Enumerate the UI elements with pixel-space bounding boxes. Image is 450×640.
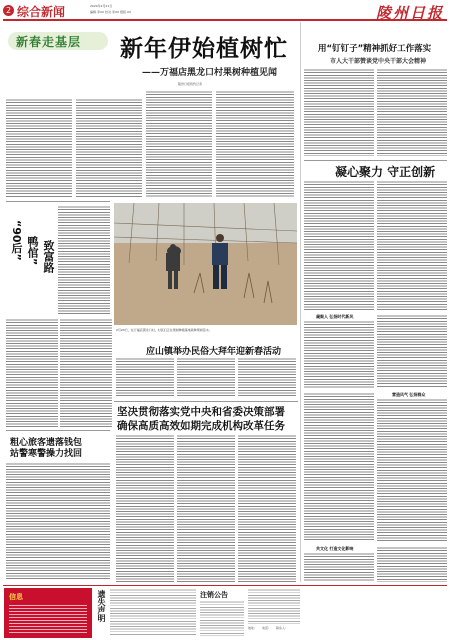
lead-byline: 陵州日报特约记者 — [178, 82, 203, 86]
notice-phone: 电话： — [262, 626, 272, 630]
lead-body-col2 — [76, 98, 142, 198]
notice-contact: 联系人： — [276, 626, 289, 630]
lead-body-col3 — [146, 90, 212, 198]
sidebar-title-col1: “90后” — [10, 220, 23, 261]
right-sub3: 共文化 打造文化影响 — [316, 546, 354, 551]
right-mid-rule — [304, 160, 447, 161]
right-col2-body — [377, 314, 447, 388]
mid-story-col2 — [177, 357, 235, 397]
kicker-badge — [8, 28, 108, 54]
right-lower-col1 — [304, 392, 374, 542]
right-sub1-body — [304, 320, 374, 388]
main-story-col3 — [238, 434, 296, 582]
ad-label: 信息 — [9, 593, 23, 601]
main-story-rule — [114, 401, 298, 402]
right-mid-col2 — [377, 180, 447, 310]
left-story-body — [6, 462, 110, 580]
photo-caption: 2月20日，在万福店黑龙口村，村民们正在果树种植基地栽种果树苗木。 — [116, 328, 212, 332]
right-sub2: 营造风气 弘扬群众 — [392, 392, 426, 397]
mid-story-col3 — [238, 357, 296, 397]
editor-line: 编辑·李XX 校对·李XX 组版·XX — [90, 10, 132, 14]
column-divider — [300, 22, 301, 582]
left-story-rule — [6, 430, 110, 431]
left-story-title2: 站警寒警操力找回 — [10, 449, 83, 459]
main-story-col2 — [177, 434, 235, 582]
header-rule — [3, 19, 447, 21]
right-lower-col2 — [377, 398, 447, 542]
right-bottom-col1 — [304, 552, 374, 582]
lead-body-col1 — [6, 98, 72, 198]
right-top-subtitle: 市人大干部赞谈党中央干部大会精神 — [330, 58, 427, 65]
lead-title: 新年伊始植树忙 — [120, 36, 288, 62]
right-top-title: 用“钉钉子”精神抓好工作落实 — [318, 44, 432, 54]
lead-subtitle: ——万福店黑龙口村果树种植见闻 — [142, 68, 278, 78]
sidebar-title-col2: 鸭倌” — [26, 236, 39, 266]
right-sub1: 凝聚人 弘扬时代新风 — [316, 314, 354, 319]
cancel-notice-title: 注销公告 — [200, 591, 228, 599]
right-mid-col1 — [304, 180, 374, 310]
section-title: 综合新闻 — [17, 5, 66, 19]
main-story-title2: 确保高质高效如期完成机构改革任务 — [117, 420, 285, 432]
right-mid-title: 凝心聚力 守正创新 — [335, 165, 436, 179]
right-bottom-col2 — [377, 546, 447, 582]
right-top-col1 — [304, 68, 374, 156]
mid-story-title: 应山镇举办民俗大拜年迎新春活动 — [146, 347, 282, 357]
main-story-col1 — [116, 434, 174, 582]
sidebar-body-bottom-2 — [60, 318, 112, 428]
kicker-text: 新春走基层 — [16, 35, 82, 49]
lead-photo — [114, 203, 297, 325]
page-number-badge: 2 — [3, 5, 14, 16]
sidebar-body-top — [58, 205, 110, 315]
ad-text-lines — [9, 603, 87, 633]
notice-address: 地址： — [248, 626, 258, 630]
bottom-rule — [3, 585, 447, 586]
lost-notice-body — [110, 588, 196, 636]
date-line: 2024年2月21日 — [90, 4, 113, 8]
orchard-scene — [114, 203, 297, 325]
cancel-notice-body — [200, 600, 244, 636]
left-story-title1: 粗心旅客遗落钱包 — [10, 438, 83, 448]
masthead-logo: 陵州日报 — [376, 4, 445, 22]
notice-body-2 — [248, 588, 300, 624]
sidebar-body-bottom-1 — [6, 318, 58, 428]
sidebar-title-col3: 致富路 — [42, 240, 55, 273]
lost-notice-title: 遗失声明 — [97, 590, 106, 622]
lead-body-col4 — [216, 90, 294, 198]
right-top-col2 — [377, 68, 447, 156]
main-story-title1: 坚决贯彻落实党中央和省委决策部署 — [117, 406, 285, 418]
sidebar-top-rule — [6, 201, 110, 202]
mid-story-col1 — [116, 357, 174, 397]
ad-block — [4, 588, 92, 638]
